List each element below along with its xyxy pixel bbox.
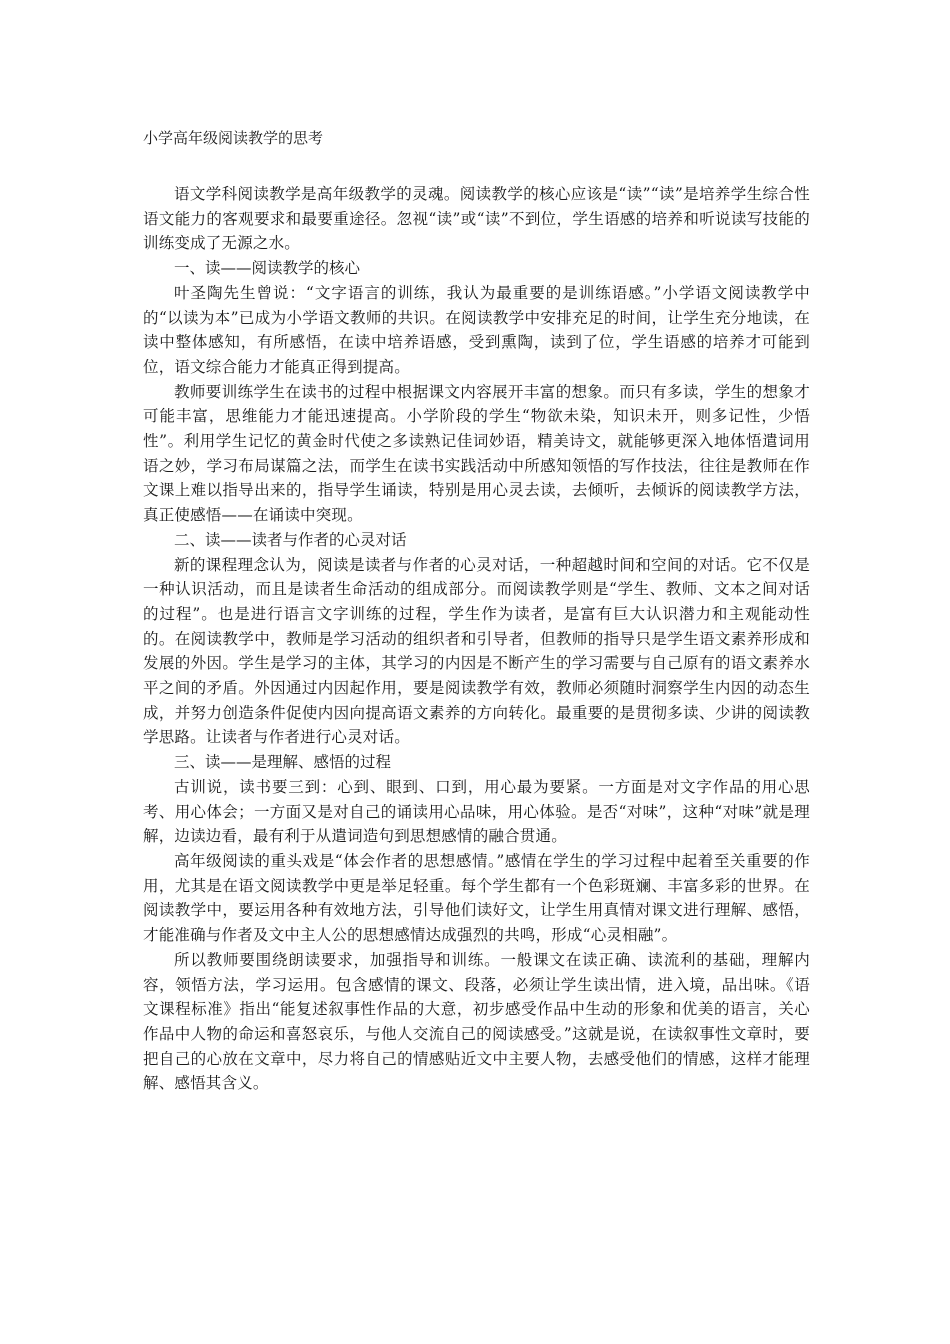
section-3-heading: 三、读——是理解、感悟的过程 [174, 753, 392, 772]
section-1-paragraph-2: 教师要训练学生在读书的过程中根据课文内容展开丰富的想象。而只有多读，学生的想象才可能丰富，思维能力才能迅速提高。小学阶段的学生“物欲未染，知识未开，则多记性，少悟性”。利用学生记忆的黄金时代使之多读熟记佳词妙语，精美诗文，就能够更深入地体悟遣词用语之妙，学习布局谋篇之法，而学生在读书实践活动中所感知领悟的写作技法，往往是教师在作文课上难以指导出来的，指导学生诵读，特别是用心灵去读，去倾听，去倾诉的阅读教学方法，真正使感悟——在诵读中突现。 [143, 382, 810, 525]
section-3-paragraph-1: 古训说，读书要三到：心到、眼到、口到，用心最为要紧。一方面是对文字作品的用心思考、用心体会；一方面又是对自己的诵读用心品味，用心体验。是否“对味”，这种“对味”就是理解，边读边看，最有利于从遣词造句到思想感情的融合贯通。 [143, 777, 810, 846]
section-1-heading: 一、读——阅读教学的核心 [174, 259, 361, 278]
document-page [143, 126, 810, 1096]
section-3-paragraph-2: 高年级阅读的重头戏是“体会作者的思想感情。”感情在学生的学习过程中起着至关重要的作用，尤其是在语文阅读教学中更是举足轻重。每个学生都有一个色彩斑斓、丰富多彩的世界。在阅读教学中，要运用各种有效地方法，引导他们读好文，让学生用真情对课文进行理解、感悟，才能准确与作者及文中主人公的思想感情达成强烈的共鸣，形成“心灵相融”。 [143, 851, 810, 945]
section-1-paragraph-1: 叶圣陶先生曾说：“文字语言的训练，我认为最重要的是训练语感。”小学语文阅读教学中的“以读为本”已成为小学语文教师的共识。在阅读教学中安排充足的时间，让学生充分地读，在读中整体感知，有所感悟，在读中培养语感，受到熏陶，读到了位，学生语感的培养才可能到位，语文综合能力才能真正得到提高。 [143, 283, 810, 376]
section-2-paragraph-1: 新的课程理念认为，阅读是读者与作者的心灵对话，一种超越时间和空间的对话。它不仅是一种认识活动，而且是读者生命活动的组成部分。而阅读教学则是“学生、教师、文本之间对话的过程”。也是进行语言文字训练的过程，学生作为读者，是富有巨大认识潜力和主观能动性的。在阅读教学中，教师是学习活动的组织者和引导者，但教师的指导只是学生语文素养形成和发展的外因。学生是学习的主体，其学习的内因是不断产生的学习需要与自己原有的语文素养水平之间的矛盾。外因通过内因起作用，要是阅读教学有效，教师必须随时洞察学生内因的动态生成，并努力创造条件促使内因向提高语文素养的方向转化。最重要的是贯彻多读、少讲的阅读教学思路。让读者与作者进行心灵对话。 [143, 555, 810, 747]
section-2-heading: 二、读——读者与作者的心灵对话 [174, 530, 407, 549]
intro-paragraph: 语文学科阅读教学是高年级教学的灵魂。阅读教学的核心应该是“读”“读”是培养学生综合性语文能力的客观要求和最要重途径。忽视“读”或“读”不到位，学生语感的培养和听说读写技能的训练变成了无源之水。 [143, 185, 810, 253]
section-3-paragraph-3: 所以教师要围绕朗读要求，加强指导和训练。一般课文在读正确、读流利的基础，理解内容，领悟方法，学习运用。包含感情的课文、段落，必须让学生读出情，进入境，品出味。《语文课程标准》指出“能复述叙事性作品的大意，初步感受作品中生动的形象和优美的语言，关心作品中人物的命运和喜怒哀乐，与他人交流自己的阅读感受。”这就是说，在读叙事性文章时，要把自己的心放在文章中，尽力将自己的情感贴近文中主要人物，去感受他们的情感，这样才能理解、感悟其含义。 [143, 950, 810, 1093]
document-title: 小学高年级阅读教学的思考 [143, 129, 324, 147]
